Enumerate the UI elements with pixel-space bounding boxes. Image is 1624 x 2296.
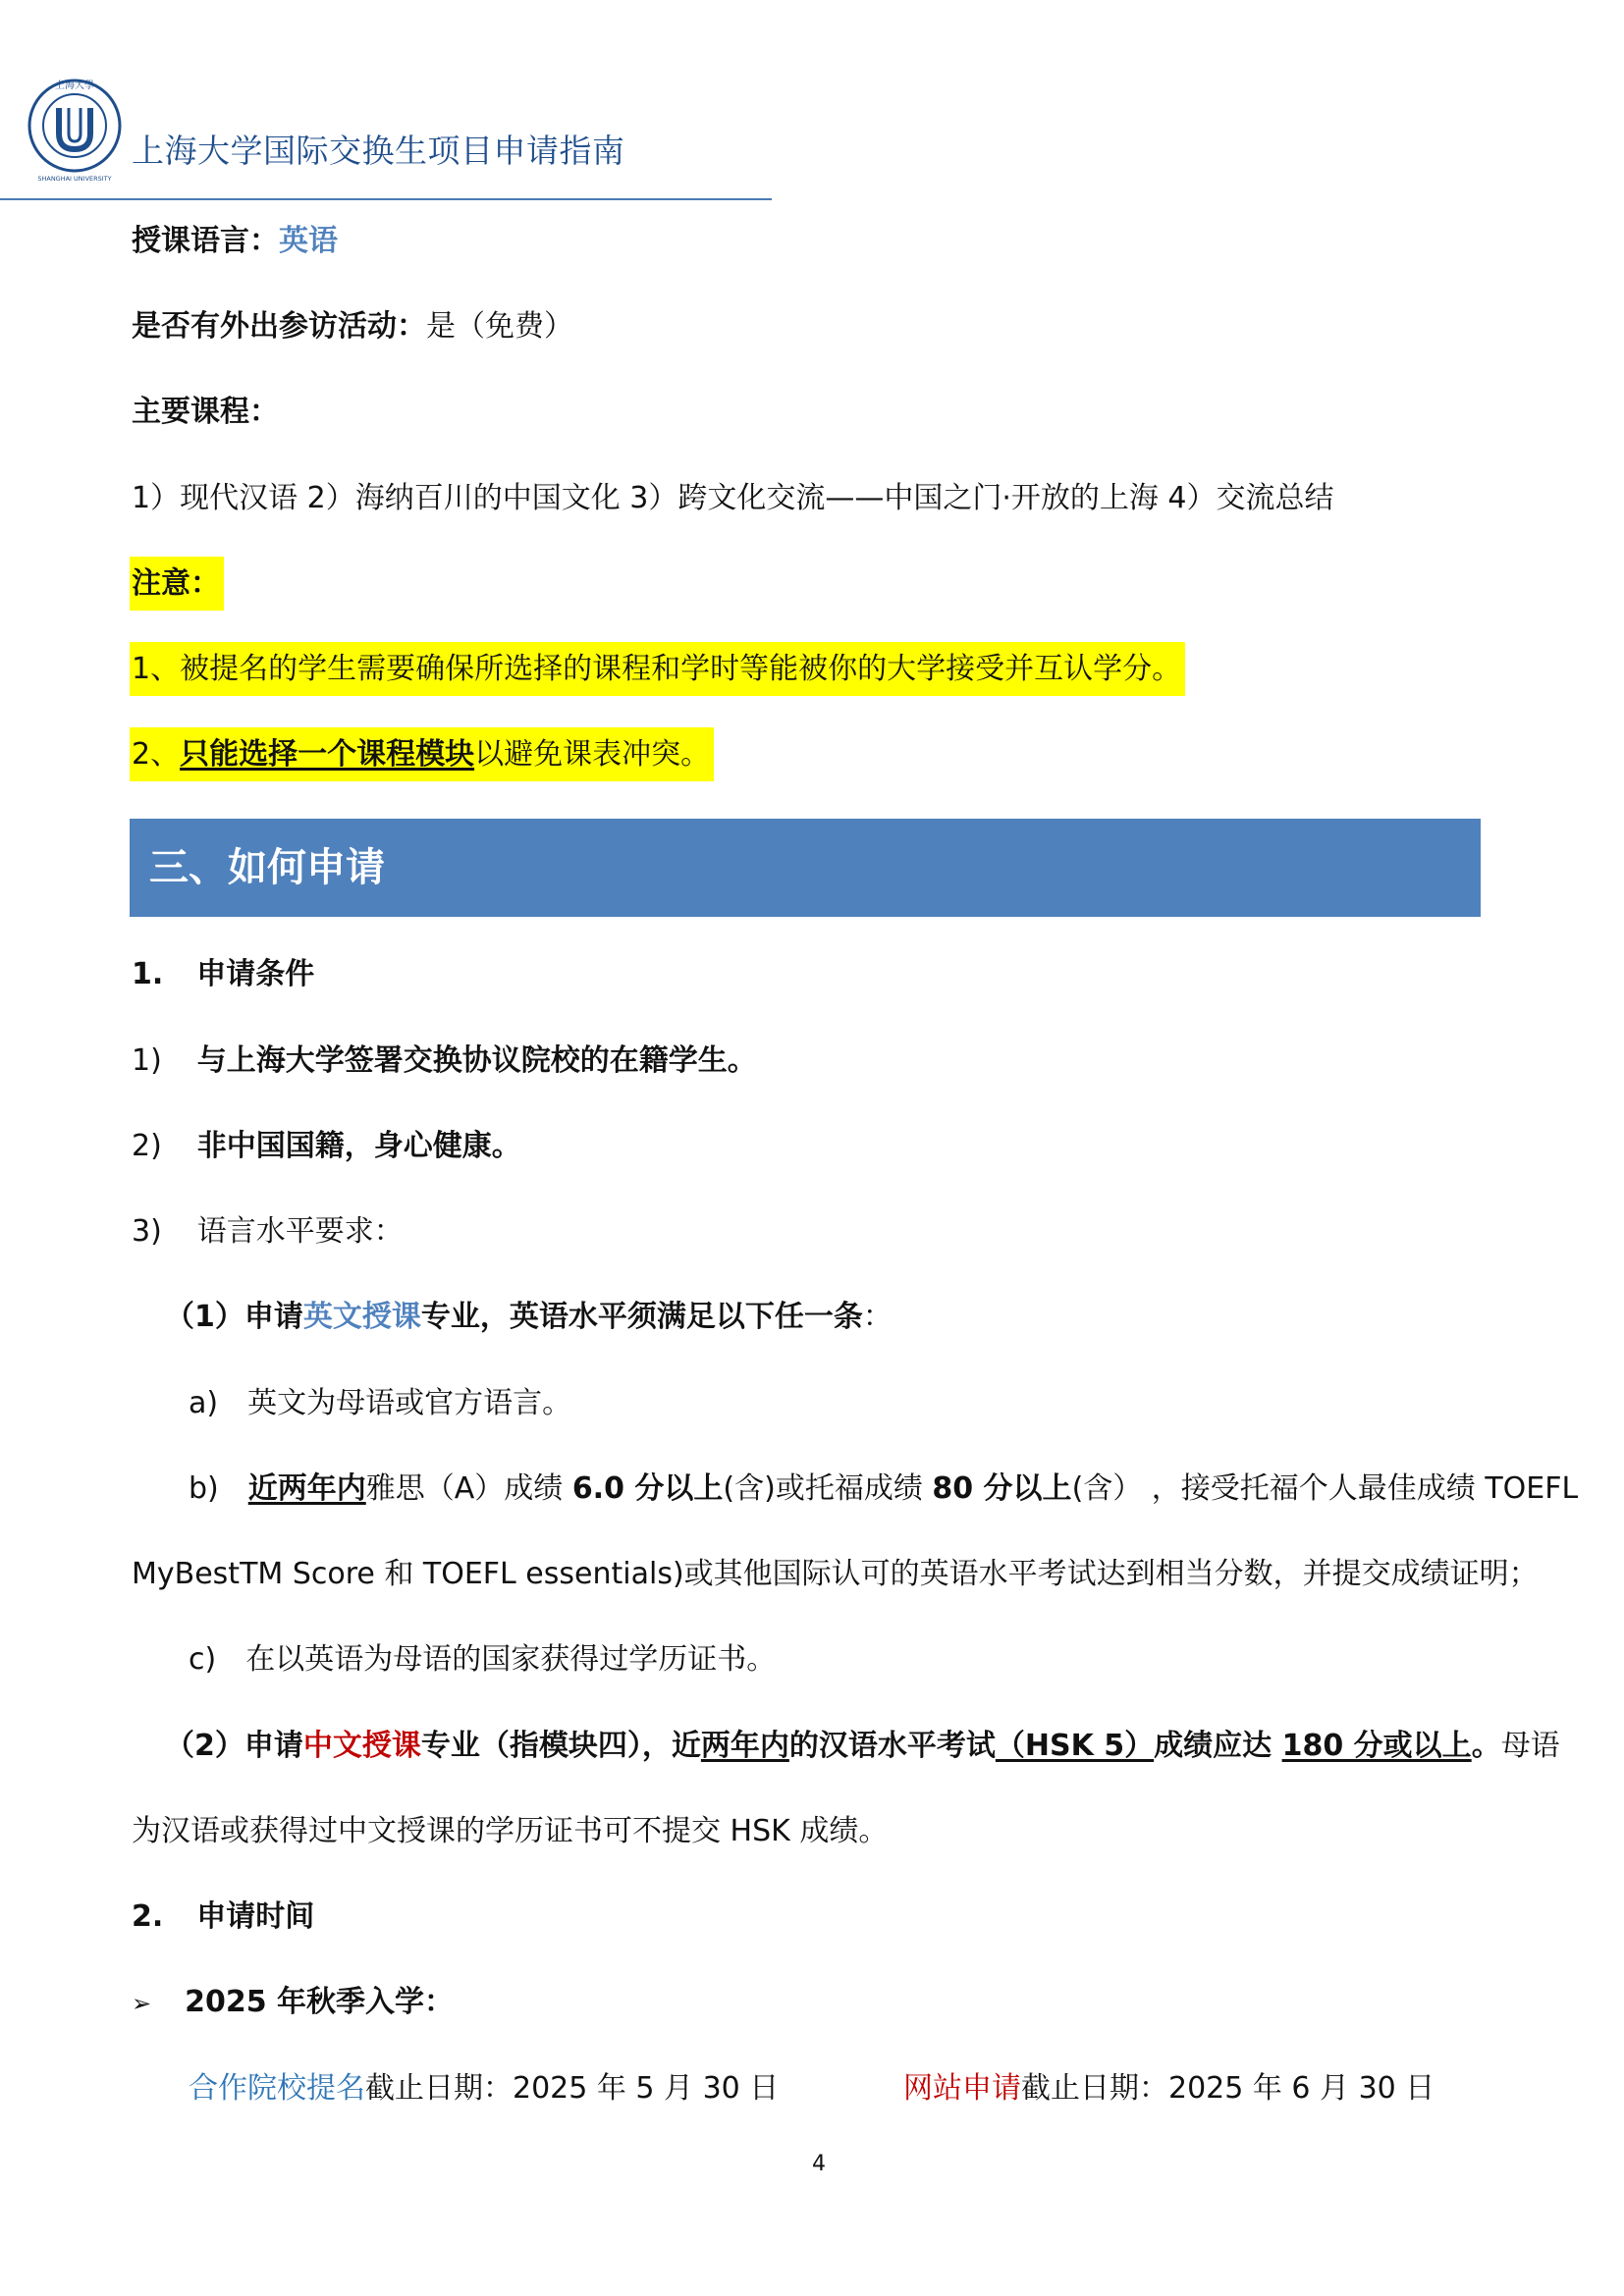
requirements-heading: 1. 申请条件 — [132, 957, 315, 991]
web-application-label: 网站申请 — [903, 2071, 1021, 2106]
english-requirement-heading: （1）申请英文授课专业，英语水平须满足以下任一条： — [165, 1300, 893, 1334]
chinese-requirement: （2）申请中文授课专业（指模块四），近两年内的汉语水平考试（HSK 5）成绩应达 180 分或以上。母语 — [165, 1729, 1560, 1763]
english-option-c: c) 在以英语为母语的国家获得过学历证书。 — [189, 1642, 777, 1677]
arrow-bullet-icon: ➢ — [132, 1990, 152, 2017]
requirement-2: 2) 非中国国籍，身心健康。 — [132, 1129, 521, 1163]
notice-title-text: 注意： — [130, 557, 224, 611]
activity-line — [132, 307, 573, 347]
notice-item-2-emphasis: 只能选择一个课程模块 — [180, 737, 475, 772]
section-heading-how-to-apply: 三、如何申请 — [130, 819, 1481, 917]
requirement-3: 3) 语言水平要求： — [132, 1214, 404, 1249]
notice-item-1-text: 1、被提名的学生需要确保所选择的课程和学时等能被你的大学接受并互认学分。 — [130, 642, 1185, 696]
activity-label: 是否有外出参访活动： — [132, 309, 426, 344]
english-option-a: a) 英文为母语或官方语言。 — [189, 1386, 572, 1420]
activity-value: 是（免费） — [426, 309, 573, 344]
notice-title — [132, 564, 224, 604]
svg-text:上海大學: 上海大學 — [55, 80, 94, 91]
nomination-label: 合作院校提名 — [189, 2071, 365, 2106]
courses-label: 主要课程： — [132, 395, 279, 429]
university-logo — [26, 65, 132, 192]
english-option-b-continued: MyBestTM Score 和 TOEFL essentials)或其他国际认可的英语水平考试达到相当分数，并提交成绩证明； — [132, 1557, 1539, 1591]
web-application-deadline: 网站申请截止日期：2025 年 6 月 30 日 — [903, 2071, 1435, 2106]
document-header-title: 上海大学国际交换生项目申请指南 — [132, 132, 625, 170]
svg-text:SHANGHAI UNIVERSITY: SHANGHAI UNIVERSITY — [37, 175, 112, 183]
notice-item-2 — [132, 735, 714, 774]
nomination-deadline: 合作院校提名截止日期：2025 年 5 月 30 日 — [189, 2071, 780, 2106]
requirement-1: 1) 与上海大学签署交换协议院校的在籍学生。 — [132, 1043, 757, 1078]
header-divider — [0, 198, 772, 200]
teaching-language-label: 授课语言： — [132, 224, 279, 258]
teaching-language-line — [132, 222, 338, 261]
teaching-language-value: 英语 — [279, 224, 338, 258]
chinese-requirement-continued: 为汉语或获得过中文授课的学历证书可不提交 HSK 成绩。 — [132, 1814, 889, 1848]
timing-heading: 2. 申请时间 — [132, 1899, 315, 1934]
english-option-b: b) 近两年内雅思（A）成绩 6.0 分以上(含)或托福成绩 80 分以上(含） ，接受托福个人最佳成绩 TOEFL — [189, 1471, 1579, 1506]
notice-item-1 — [132, 650, 1185, 689]
page-number: 4 — [812, 2152, 826, 2176]
courses-list: 1）现代汉语 2）海纳百川的中国文化 3）跨文化交流——中国之门·开放的上海 4）交流总结 — [132, 481, 1334, 515]
notice-item-2-text: 2、只能选择一个课程模块以避免课表冲突。 — [130, 727, 714, 781]
autumn-intake-line: ➢ 2025 年秋季入学： — [132, 1985, 455, 2019]
